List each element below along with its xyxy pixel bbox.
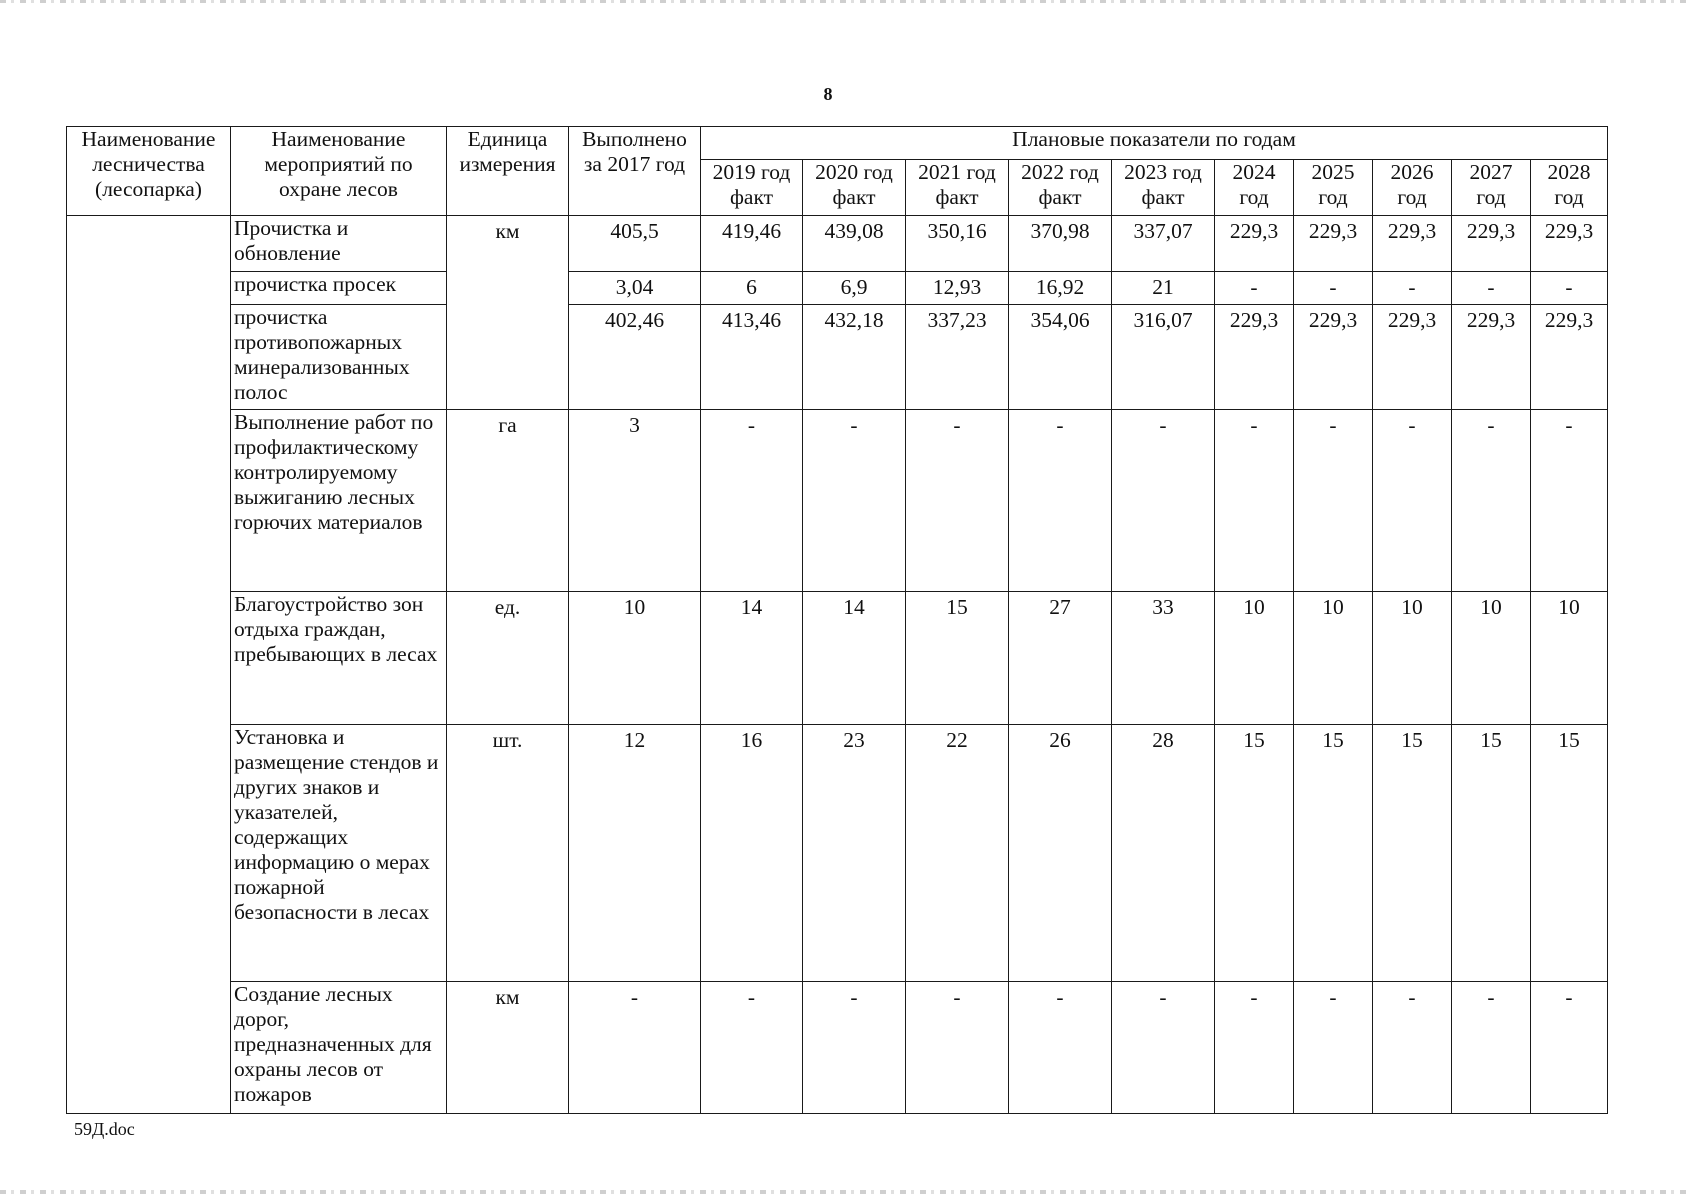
value-cell: 10 bbox=[1294, 592, 1373, 725]
header-done-2017: Выполнено за 2017 год bbox=[569, 127, 701, 216]
value-cell: 6 bbox=[701, 272, 803, 305]
value-cell: 229,3 bbox=[1373, 216, 1452, 272]
value-cell: 229,3 bbox=[1373, 305, 1452, 410]
value-cell: 15 bbox=[1452, 725, 1531, 982]
value-cell: - bbox=[1009, 982, 1112, 1114]
value-cell: - bbox=[1112, 982, 1215, 1114]
value-cell: - bbox=[1452, 272, 1531, 305]
value-cell: 26 bbox=[1009, 725, 1112, 982]
value-cell: 15 bbox=[1294, 725, 1373, 982]
value-cell: 354,06 bbox=[1009, 305, 1112, 410]
value-cell: 229,3 bbox=[1215, 305, 1294, 410]
value-cell: 15 bbox=[906, 592, 1009, 725]
unit-cell: ед. bbox=[447, 592, 569, 725]
value-cell: 23 bbox=[803, 725, 906, 982]
value-cell: 16,92 bbox=[1009, 272, 1112, 305]
value-cell: - bbox=[906, 982, 1009, 1114]
value-cell: - bbox=[1452, 410, 1531, 592]
unit-cell: га bbox=[447, 410, 569, 592]
value-cell: 33 bbox=[1112, 592, 1215, 725]
value-cell: - bbox=[1215, 272, 1294, 305]
header-forestry: Наименование лесничества (лесопарка) bbox=[67, 127, 231, 216]
scan-edge-bottom bbox=[0, 1190, 1686, 1194]
unit-cell: шт. bbox=[447, 725, 569, 982]
activity-cell: Прочистка и обновление bbox=[231, 216, 447, 272]
value-cell: 370,98 bbox=[1009, 216, 1112, 272]
value-cell: 439,08 bbox=[803, 216, 906, 272]
value-cell: 15 bbox=[1531, 725, 1608, 982]
table-row bbox=[67, 410, 1608, 592]
value-cell: 350,16 bbox=[906, 216, 1009, 272]
header-year: 2024 год bbox=[1215, 160, 1294, 216]
page-number: 8 bbox=[823, 84, 833, 104]
activity-cell: Выполнение работ по профилактическому контролируемому выжиганию лесных горючих материалов bbox=[231, 410, 447, 592]
activity-cell: Создание лесных дорог, предназначенных для охраны лесов от пожаров bbox=[231, 982, 447, 1114]
value-cell: - bbox=[1531, 410, 1608, 592]
value-cell: 21 bbox=[1112, 272, 1215, 305]
value-cell: - bbox=[1294, 982, 1373, 1114]
table-row bbox=[67, 982, 1608, 1114]
header-year: 2025 год bbox=[1294, 160, 1373, 216]
activity-cell: Установка и размещение стендов и других знаков и указателей, содержащих информацию о мерах пожарной безопасности в лесах bbox=[231, 725, 447, 982]
value-cell: 10 bbox=[1452, 592, 1531, 725]
header-activity: Наименование мероприятий по охране лесов bbox=[231, 127, 447, 216]
value-cell: 12,93 bbox=[906, 272, 1009, 305]
forest-protection-plan-table bbox=[66, 126, 1608, 1114]
unit-cell: км bbox=[447, 982, 569, 1114]
header-year: 2023 год факт bbox=[1112, 160, 1215, 216]
value-cell: 15 bbox=[1215, 725, 1294, 982]
header-year: 2028 год bbox=[1531, 160, 1608, 216]
value-cell: 22 bbox=[906, 725, 1009, 982]
value-cell: 16 bbox=[701, 725, 803, 982]
value-cell: 337,07 bbox=[1112, 216, 1215, 272]
done-2017-cell: - bbox=[569, 982, 701, 1114]
value-cell: - bbox=[803, 410, 906, 592]
value-cell: 229,3 bbox=[1452, 216, 1531, 272]
value-cell: - bbox=[1009, 410, 1112, 592]
scan-edge-top bbox=[0, 0, 1686, 3]
value-cell: 28 bbox=[1112, 725, 1215, 982]
value-cell: - bbox=[1373, 982, 1452, 1114]
value-cell: - bbox=[1373, 272, 1452, 305]
value-cell: - bbox=[1452, 982, 1531, 1114]
value-cell: 419,46 bbox=[701, 216, 803, 272]
value-cell: 229,3 bbox=[1294, 216, 1373, 272]
value-cell: 316,07 bbox=[1112, 305, 1215, 410]
value-cell: - bbox=[1531, 272, 1608, 305]
value-cell: 14 bbox=[803, 592, 906, 725]
value-cell: - bbox=[1294, 410, 1373, 592]
value-cell: - bbox=[803, 982, 906, 1114]
activity-cell: прочистка просек bbox=[231, 272, 447, 305]
header-unit: Единица измерения bbox=[447, 127, 569, 216]
table-row bbox=[67, 725, 1608, 982]
table-row bbox=[67, 305, 1608, 410]
document-filename: 59Д.doc bbox=[74, 1119, 135, 1139]
value-cell: 229,3 bbox=[1452, 305, 1531, 410]
value-cell: 10 bbox=[1531, 592, 1608, 725]
done-2017-cell: 3 bbox=[569, 410, 701, 592]
header-year: 2022 год факт bbox=[1009, 160, 1112, 216]
value-cell: - bbox=[1215, 982, 1294, 1114]
header-planned: Плановые показатели по годам bbox=[701, 127, 1608, 160]
value-cell: 229,3 bbox=[1531, 216, 1608, 272]
table-row bbox=[67, 592, 1608, 725]
value-cell: - bbox=[1373, 410, 1452, 592]
value-cell: - bbox=[701, 982, 803, 1114]
table-row bbox=[67, 272, 1608, 305]
unit-cell: км bbox=[447, 216, 569, 410]
value-cell: - bbox=[1112, 410, 1215, 592]
value-cell: - bbox=[906, 410, 1009, 592]
done-2017-cell: 3,04 bbox=[569, 272, 701, 305]
value-cell: 15 bbox=[1373, 725, 1452, 982]
value-cell: - bbox=[1215, 410, 1294, 592]
value-cell: 14 bbox=[701, 592, 803, 725]
done-2017-cell: 402,46 bbox=[569, 305, 701, 410]
value-cell: 229,3 bbox=[1531, 305, 1608, 410]
value-cell: - bbox=[701, 410, 803, 592]
done-2017-cell: 405,5 bbox=[569, 216, 701, 272]
done-2017-cell: 12 bbox=[569, 725, 701, 982]
table-row bbox=[67, 216, 1608, 272]
value-cell: 10 bbox=[1215, 592, 1294, 725]
value-cell: - bbox=[1294, 272, 1373, 305]
value-cell: 432,18 bbox=[803, 305, 906, 410]
header-year: 2026 год bbox=[1373, 160, 1452, 216]
done-2017-cell: 10 bbox=[569, 592, 701, 725]
value-cell: 27 bbox=[1009, 592, 1112, 725]
value-cell: 229,3 bbox=[1294, 305, 1373, 410]
value-cell: 337,23 bbox=[906, 305, 1009, 410]
header-year: 2020 год факт bbox=[803, 160, 906, 216]
value-cell: 413,46 bbox=[701, 305, 803, 410]
value-cell: 6,9 bbox=[803, 272, 906, 305]
header-year: 2019 год факт bbox=[701, 160, 803, 216]
activity-cell: Благоустройство зон отдыха граждан, пребывающих в лесах bbox=[231, 592, 447, 725]
value-cell: - bbox=[1531, 982, 1608, 1114]
forestry-cell bbox=[67, 216, 231, 1114]
value-cell: 10 bbox=[1373, 592, 1452, 725]
activity-cell: прочистка противопожарных минерализованных полос bbox=[231, 305, 447, 410]
header-year: 2027 год bbox=[1452, 160, 1531, 216]
value-cell: 229,3 bbox=[1215, 216, 1294, 272]
header-year: 2021 год факт bbox=[906, 160, 1009, 216]
